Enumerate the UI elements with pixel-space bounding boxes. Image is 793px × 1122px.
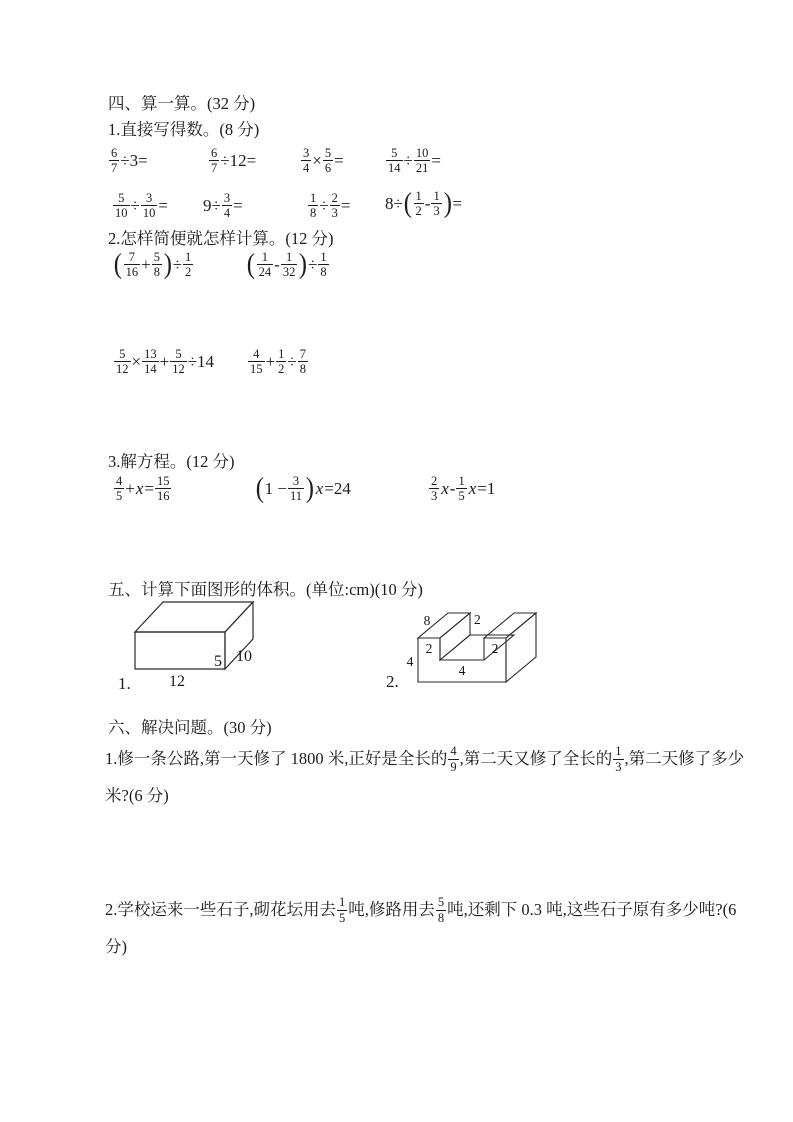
simplify-expression [246,250,330,280]
equation [428,474,495,504]
text-run: ,第二天又修了全长的 [459,749,613,768]
text-run: = [144,479,154,499]
fraction: $\frac{1}{5}$ [339,895,346,925]
text-run: = [340,196,351,216]
text-run: ,第二天修了多少 [624,749,745,768]
text-run: - [274,255,280,275]
text-run: 1.修一条公路,第一天修了 1800 米,正好是全长的 [105,749,448,768]
section4-title: 四、算一算。(32 分) [108,94,256,113]
word-problem-1 [105,740,787,814]
calc-expression [208,146,256,176]
text-run: 8÷ [385,194,403,214]
text-run: × [312,151,322,171]
fraction: $\frac{1}{32}$ [282,250,296,280]
text-run: × [131,352,142,372]
variable: x [315,479,324,499]
text-run: ÷3= [120,151,148,171]
fraction: $\frac{1}{24}$ [258,250,272,280]
text-run: 1 − [264,479,288,499]
calc-expression [203,191,243,221]
big-paren: ( [113,248,122,281]
fraction: $\frac{1}{8}$ [320,250,327,280]
simplify-expression [113,250,194,280]
text-run: ÷14 [187,352,215,372]
word-problem-2 [105,891,787,965]
fraction: $\frac{7}{8}$ [299,347,306,377]
section6-title: 六、解决问题。(30 分) [108,718,272,737]
fraction: $\frac{3}{4}$ [303,146,310,176]
uprism-notch-bottom [440,635,514,660]
big-paren: ( [246,248,255,281]
fraction: $\frac{6}{7}$ [111,146,118,176]
simplify-expression [113,347,214,377]
text-run: ÷ [287,352,297,372]
fraction: $\frac{5}{14}$ [388,146,401,176]
text-run: ÷ [319,196,329,216]
fraction: $\frac{5}{12}$ [116,347,129,377]
section5-title: 五、计算下面图形的体积。(单位:cm)(10 分) [108,580,423,599]
fraction: $\frac{5}{6}$ [324,146,332,176]
calc-expression [385,189,462,219]
fraction: $\frac{1}{3}$ [433,189,440,219]
text-run: ÷12= [220,151,257,171]
fraction: $\frac{10}{21}$ [415,146,429,176]
cuboid-top-face [135,602,253,632]
fraction: $\frac{3}{4}$ [223,191,231,221]
calc-expression [307,191,350,221]
dimension-label-length: 12 [169,673,185,690]
equation [113,474,172,504]
fraction: $\frac{5}{8}$ [437,895,445,925]
dimension-label-notch-width: 4 [458,663,466,678]
fraction: $\frac{6}{7}$ [211,146,218,176]
fraction: $\frac{3}{11}$ [290,474,303,504]
dimension-label-left-shoulder: 2 [425,641,433,656]
text-run: ÷ [172,255,183,275]
text-run: ÷ [403,151,413,171]
text-run: 2.学校运来一些石子,砌花坛用去 [105,900,336,919]
fraction: $\frac{15}{16}$ [156,474,170,504]
calc-expression [300,146,344,176]
fraction: $\frac{1}{3}$ [615,744,622,774]
variable: x [441,479,449,499]
section4-sub1-title: 1.直接写得数。(8 分) [108,120,260,139]
text-run: = [431,151,441,171]
text-run: - [424,194,431,214]
fraction: $\frac{1}{2}$ [185,250,192,280]
text-run: =24 [324,479,351,499]
big-paren: ) [163,248,172,281]
fraction: $\frac{13}{14}$ [144,347,157,377]
text-run: ÷ [308,255,318,275]
text-run: - [449,479,456,499]
big-paren: ) [443,187,452,220]
u-prism-figure [402,608,542,690]
fraction: $\frac{1}{2}$ [278,347,285,377]
big-paren: ( [255,472,264,505]
fraction: $\frac{1}{2}$ [415,189,422,219]
text-run: = [334,151,344,171]
dimension-label-height: 5 [214,653,222,670]
text-run: + [159,352,170,372]
simplify-expression [247,347,309,377]
fraction: $\frac{5}{8}$ [153,250,161,280]
calc-expression [385,146,441,176]
cuboid-front-face [135,632,225,669]
text-run: 分) [105,937,127,956]
fraction: $\frac{7}{16}$ [125,250,139,280]
uprism-inner-left-wall [440,613,470,660]
dimension-label-right-shoulder: 2 [491,641,499,656]
text-run: 吨,修路用去 [348,900,435,919]
fraction: $\frac{4}{9}$ [450,744,457,774]
text-run: 吨,还剩下 0.3 吨,这些石子原有多少吨?(6 [447,900,737,919]
text-run: = [233,196,243,216]
dimension-label-notch-back: 2 [474,612,481,627]
variable: x [468,479,477,499]
text-run: ÷ [130,196,140,216]
fraction: $\frac{4}{15}$ [250,347,263,377]
big-paren: ) [305,472,315,505]
text-run: =1 [477,479,496,499]
figure2-label: 2. [386,672,399,691]
dimension-label-width: 10 [236,648,252,665]
text-run: + [141,255,151,275]
variable: x [135,479,144,499]
fraction: $\frac{2}{3}$ [431,474,438,504]
section4-sub2-title: 2.怎样简便就怎样计算。(12 分) [108,229,334,248]
figure1-label: 1. [118,674,131,693]
text-run: + [125,479,135,499]
text-run: 9÷ [203,196,221,216]
fraction: $\frac{3}{10}$ [142,191,156,221]
text-run: = [452,194,462,214]
section4-sub3-title: 3.解方程。(12 分) [108,452,235,471]
big-paren: ( [403,187,412,220]
equation [255,474,351,504]
fraction: $\frac{1}{5}$ [458,474,465,504]
fraction: $\frac{2}{3}$ [331,191,338,221]
text-run: + [265,352,276,372]
text-run: 米?(6 分) [105,786,169,805]
calc-expression [112,191,168,221]
dimension-label-left-height: 4 [406,654,414,669]
uprism-right-face [506,613,536,682]
fraction: $\frac{5}{10}$ [115,191,128,221]
dimension-label-depth: 8 [423,613,431,628]
fraction: $\frac{1}{8}$ [310,191,317,221]
fraction: $\frac{4}{5}$ [116,474,123,504]
big-paren: ) [299,248,308,281]
calc-expression [108,146,148,176]
text-run: = [158,196,168,216]
fraction: $\frac{5}{12}$ [172,347,185,377]
cuboid-figure [130,597,260,692]
